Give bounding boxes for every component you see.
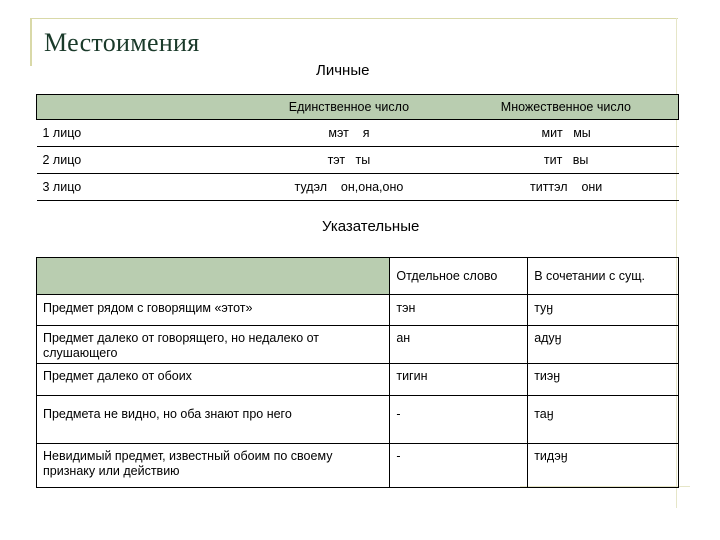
personal-pronouns-table	[36, 94, 679, 201]
combined-cell: адуӈ	[528, 326, 679, 364]
table-header-row	[37, 258, 679, 295]
demonstrative-pronouns-table	[36, 257, 679, 488]
combined-cell: туӈ	[528, 295, 679, 326]
header-singular: Единственное число	[244, 95, 454, 120]
header-plural: Множественное число	[454, 95, 679, 120]
person-cell: 3 лицо	[37, 174, 245, 201]
table-row	[37, 120, 679, 147]
table-row	[37, 147, 679, 174]
description-cell: Предмет далеко от обоих	[37, 364, 390, 396]
slide-frame-top	[30, 18, 678, 19]
plural-cell: мит мы	[454, 120, 679, 147]
separate-word-cell: -	[390, 396, 528, 444]
header-separate-word: Отдельное слово	[390, 258, 528, 295]
plural-cell: титтэл они	[454, 174, 679, 201]
separate-word-cell: ан	[390, 326, 528, 364]
header-empty-cell	[37, 258, 390, 295]
personal-section-title: Личные	[316, 62, 370, 79]
singular-cell: тудэл он,она,оно	[244, 174, 454, 201]
table-row	[37, 326, 679, 364]
combined-cell: тидэӈ	[528, 444, 679, 488]
table-row	[37, 444, 679, 488]
person-cell: 2 лицо	[37, 147, 245, 174]
table-header-row	[37, 95, 679, 120]
separate-word-cell: тэн	[390, 295, 528, 326]
combined-cell: тиэӈ	[528, 364, 679, 396]
separate-word-cell: -	[390, 444, 528, 488]
table-row	[37, 295, 679, 326]
description-cell: Невидимый предмет, известный обоим по своему признаку или действию	[37, 444, 390, 488]
header-combined: В сочетании с сущ.	[528, 258, 679, 295]
demonstrative-section-title: Указательные	[322, 218, 420, 235]
person-cell: 1 лицо	[37, 120, 245, 147]
singular-cell: тэт ты	[244, 147, 454, 174]
description-cell: Предмет далеко от говорящего, но недалеко от слушающего	[37, 326, 390, 364]
table-row	[37, 364, 679, 396]
table-row	[37, 174, 679, 201]
slide-frame-left	[30, 18, 32, 66]
table-row	[37, 396, 679, 444]
plural-cell: тит вы	[454, 147, 679, 174]
slide-title: Местоимения	[44, 28, 200, 57]
combined-cell: таӈ	[528, 396, 679, 444]
description-cell: Предмет рядом с говорящим «этот»	[37, 295, 390, 326]
header-empty-cell	[37, 95, 245, 120]
description-cell: Предмета не видно, но оба знают про него	[37, 396, 390, 444]
singular-cell: мэт я	[244, 120, 454, 147]
separate-word-cell: тигин	[390, 364, 528, 396]
